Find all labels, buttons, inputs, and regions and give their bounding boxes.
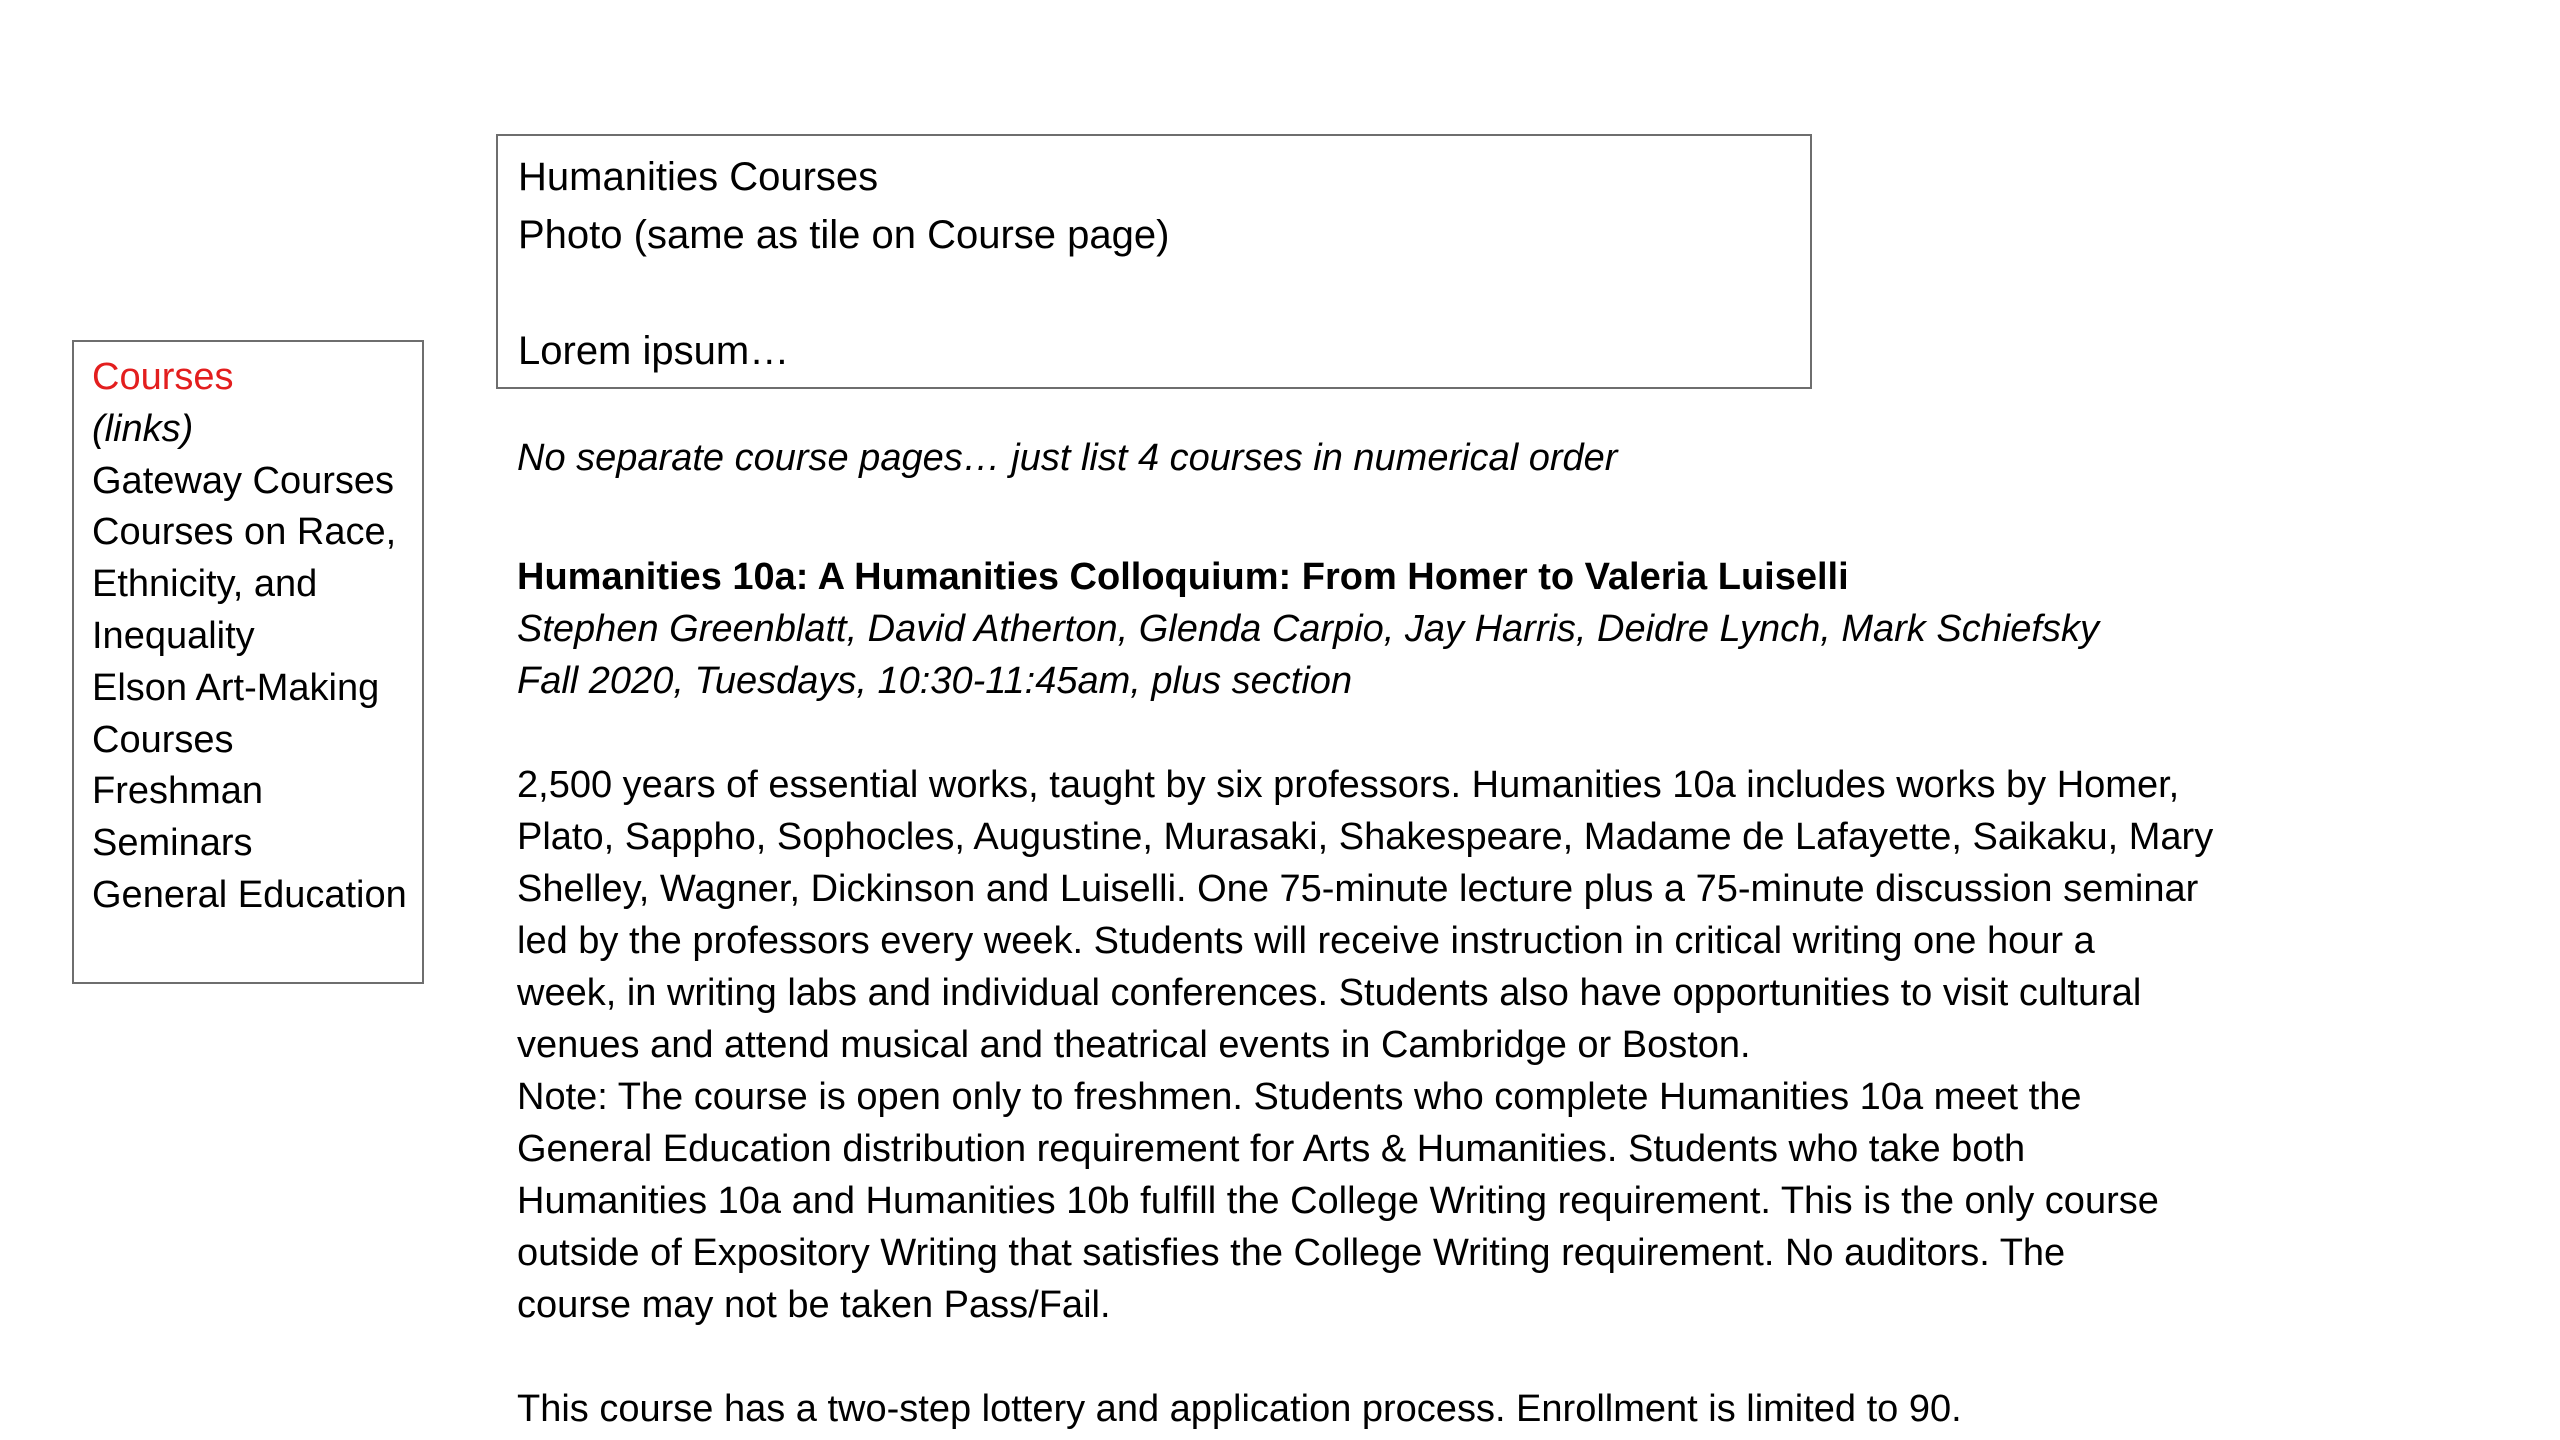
description-line: 2,500 years of essential works, taught by six professors. Humanities 10a includes works by Homer, — [517, 764, 2180, 806]
description-line: week, in writing labs and individual conferences. Students also have opportunities to visit cultural — [517, 972, 2142, 1014]
intro-placeholder-text: Lorem ipsum… — [518, 329, 790, 373]
enrollment-note: This course has a two-step lottery and application process. Enrollment is limited to 90. — [517, 1388, 1962, 1430]
page-title: Humanities Courses — [518, 155, 879, 199]
layout-note: No separate course pages… just list 4 courses in numerical order — [517, 437, 1618, 479]
course-schedule: Fall 2020, Tuesdays, 10:30-11:45am, plus section — [517, 660, 1353, 702]
course-title: Humanities 10a: A Humanities Colloquium: From Homer to Valeria Luiselli — [517, 556, 1849, 598]
header-box — [496, 134, 1812, 389]
description-line: General Education distribution requirement for Arts & Humanities. Students who take both — [517, 1128, 2026, 1170]
description-line: Plato, Sappho, Sophocles, Augustine, Murasaki, Shakespeare, Madame de Lafayette, Saikaku, Mary — [517, 816, 2214, 858]
sidebar-item-elson-art-making[interactable]: Elson Art-Making Courses — [92, 666, 380, 761]
sidebar-item-race-ethnicity-inequality[interactable]: Courses on Race, Ethnicity, and Inequality — [92, 511, 397, 657]
sidebar-item-general-education[interactable]: General Education — [92, 873, 407, 916]
description-line: venues and attend musical and theatrical events in Cambridge or Boston. — [517, 1024, 1751, 1066]
description-line: Humanities 10a and Humanities 10b fulfill the College Writing requirement. This is the only course — [517, 1180, 2159, 1222]
description-line: led by the professors every week. Students will receive instruction in critical writing one hour a — [517, 920, 2095, 962]
photo-placeholder-note: Photo (same as tile on Course page) — [518, 213, 1170, 257]
description-line: Shelley, Wagner, Dickinson and Luiselli. One 75-minute lecture plus a 75-minute discussion seminar — [517, 868, 2199, 910]
course-instructors: Stephen Greenblatt, David Atherton, Glenda Carpio, Jay Harris, Deidre Lynch, Mark Schiefsky — [517, 608, 2099, 650]
header-spacer — [518, 264, 1810, 322]
sidebar-links-note: (links) — [92, 407, 194, 450]
sidebar-item-gateway-courses[interactable]: Gateway Courses — [92, 459, 395, 502]
sidebar-nav — [72, 340, 424, 984]
description-line: Note: The course is open only to freshmen. Students who complete Humanities 10a meet the — [517, 1076, 2082, 1118]
main-content — [517, 432, 2317, 1435]
sidebar-item-freshman-seminars[interactable]: Freshman Seminars — [92, 770, 264, 865]
description-line: outside of Expository Writing that satisfies the College Writing requirement. No auditors. The — [517, 1232, 2066, 1274]
description-line: course may not be taken Pass/Fail. — [517, 1284, 1111, 1326]
sidebar-heading: Courses — [92, 356, 234, 398]
course-description — [517, 759, 2317, 1331]
